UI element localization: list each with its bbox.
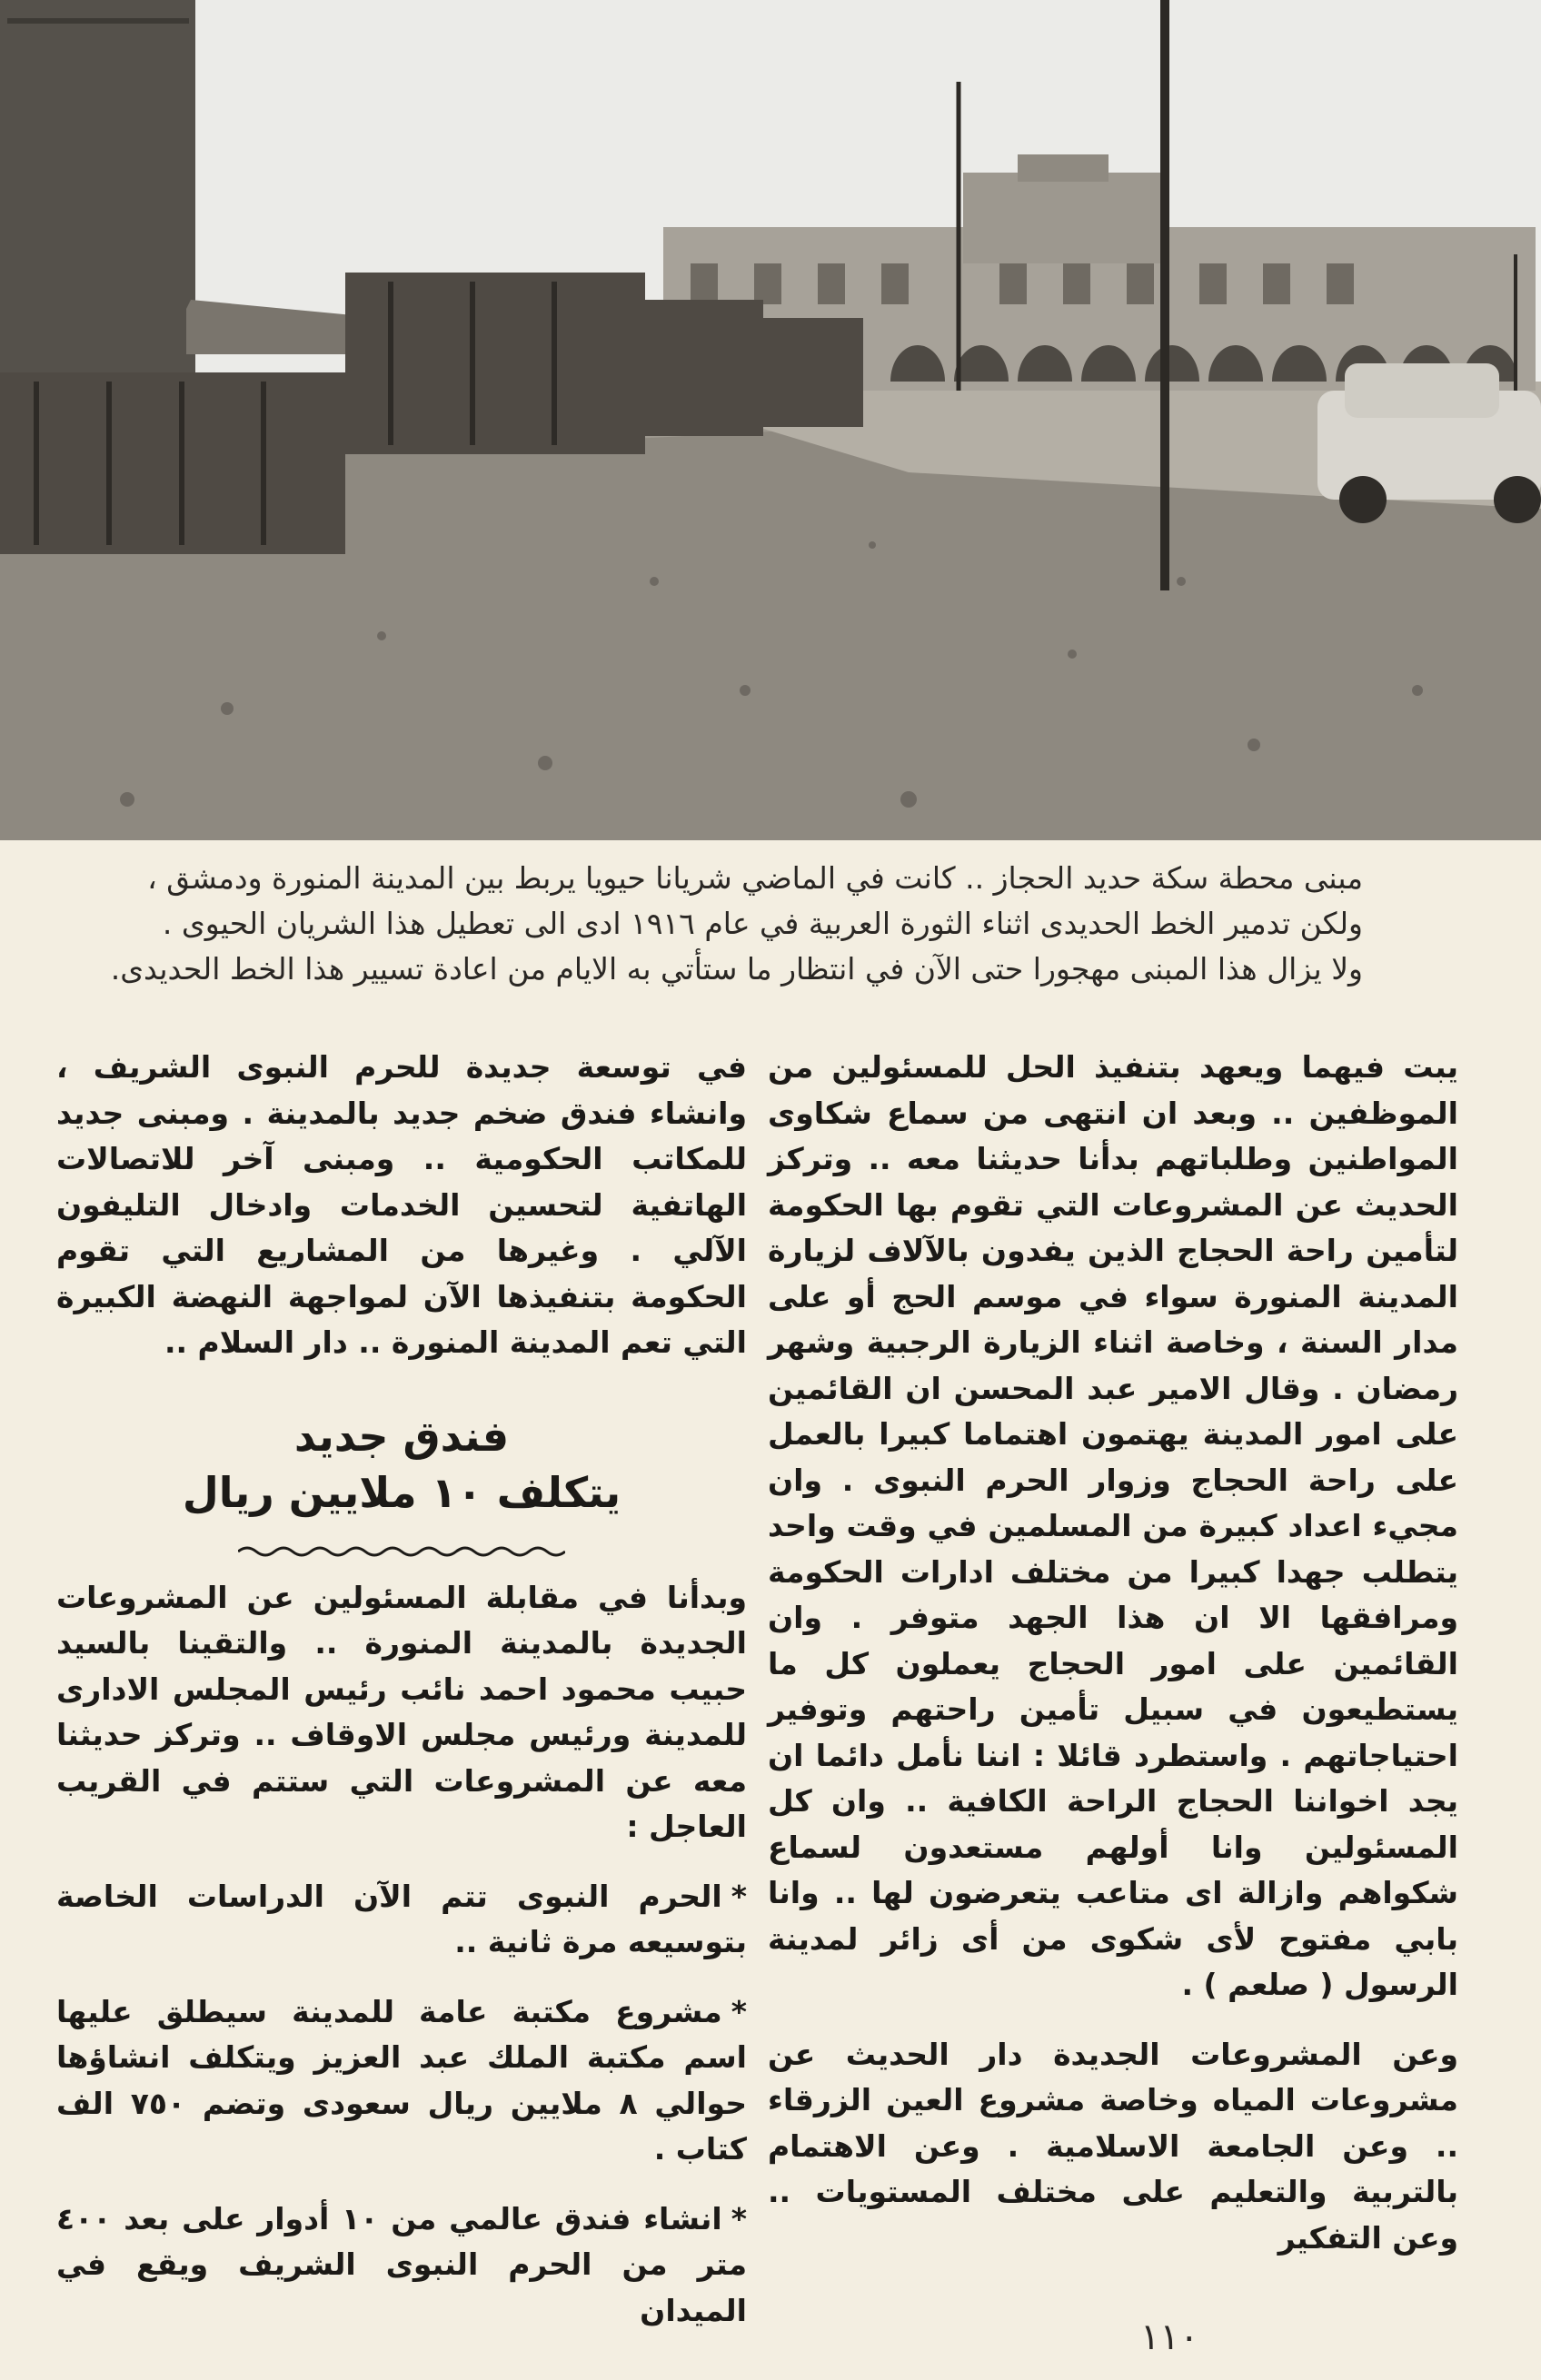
photo-caption [55, 856, 1363, 992]
list-item [56, 1989, 747, 2173]
asterisk-icon: * [731, 2200, 747, 2236]
section-headline [56, 1408, 747, 1521]
caption-line-2: ولكن تدمير الخط الحديدى اثناء الثورة العربية في عام ١٩١٦ ادى الى تعطيل هذا الشريان الحيوى . [162, 906, 1363, 941]
paragraph: يبت فيهما ويعهد بتنفيذ الحل للمسئولين من الموظفين .. وبعد ان انتهى من سماع شكاوى المواطنين وطلباتهم بدأنا حديثنا معه .. وتركز الحديث عن المشروعات التي تقوم بها الحكومة لتأمين راحة الحجاج الذين يفدون بالآلاف لزيارة المدينة المنورة سواء في موسم الحج أو على مدار السنة ، وخاصة اثناء الزيارة الرجبية وشهر رمضان . وقال الامير عبد المحسن ان القائمين على امور المدينة يهتمون اهتماما كبيرا بالعمل على راحة الحجاج وزوار الحرم النبوى . وان مجيء اعداد كبيرة من المسلمين في وقت واحد يتطلب جهدا كبيرا من مختلف ادارات الحكومة ومرافقها الا ان هذا الجهد متوفر . وان القائمين على امور الحجاج يعملون كل ما يستطيعون في سبيل تأمين راحتهم وتوفير احتياجاتهم . واستطرد قائلا : اننا نأمل دائما ان يجد اخواننا الحجاج الراحة الكافية .. وان كل المسئولين وانا أولهم مستعدون لسماع شكواهم وازالة اى متاعب يتعرضون لها .. وانا بابي مفتوح لأى شكوى من أى زائر لمدينة الرسول ( صلعم ) . [768, 1049, 1458, 2002]
list-item-text: مشروع مكتبة عامة للمدينة سيطلق عليها اسم مكتبة الملك عبد العزيز ويتكلف انشاؤها حوالي ٨ ملايين ريال سعودى وتضم ٧٥٠ الف كتاب . [56, 1993, 747, 2167]
headline-line-1: فندق جديد [293, 1411, 510, 1461]
decorative-divider [238, 1544, 565, 1559]
article-column-right [768, 1045, 1458, 2285]
caption-line-3: ولا يزال هذا المبنى مهجورا حتى الآن في انتظار ما ستأتي به الايام من اعادة تسيير هذا الخط الحديدى. [110, 951, 1363, 987]
paragraph: في توسعة جديدة للحرم النبوى الشريف ، وانشاء فندق ضخم جديد بالمدينة . ومبنى جديد للمكاتب الحكومية .. ومبنى آخر للاتصالات الهاتفية لتحسين الخدمات وادخال التليفون الآلي . وغيرها من المشاريع التي تقوم الحكومة بتنفيذها الآن لمواجهة النهضة الكبيرة التي تعم المدينة المنورة .. دار السلام .. [56, 1049, 747, 1360]
paragraph: وعن المشروعات الجديدة دار الحديث عن مشروعات المياه وخاصة مشروع العين الزرقاء .. وعن الجامعة الاسلامية . وعن الاهتمام بالتربية والتعليم على مختلف المستويات .. وعن التفكير [768, 2036, 1458, 2256]
article-column-left [56, 1045, 747, 2357]
list-item [56, 2197, 747, 2335]
station-photo [0, 0, 1541, 840]
list-item-text: انشاء فندق عالمي من ١٠ أدوار على بعد ٤٠٠ متر من الحرم النبوى الشريف ويقع في الميدان [56, 2200, 747, 2328]
headline-line-2: يتكلف ١٠ ملايين ريال [182, 1467, 621, 1517]
railway-station-photo [0, 0, 1541, 840]
asterisk-icon: * [731, 1878, 747, 1914]
paragraph: وبدأنا في مقابلة المسئولين عن المشروعات الجديدة بالمدينة المنورة .. والتقينا بالسيد حبيب محمود احمد نائب رئيس المجلس الادارى للمدينة ورئيس مجلس الاوقاف .. وتركز حديثنا معه عن المشروعات التي ستتم في القريب العاجل : [56, 1579, 747, 1844]
list-item [56, 1874, 747, 1966]
page-number: ١١٠ [1140, 2316, 1199, 2358]
list-item-text: الحرم النبوى تتم الآن الدراسات الخاصة بتوسيعه مرة ثانية .. [56, 1878, 747, 1959]
asterisk-icon: * [731, 1993, 747, 2029]
caption-line-1: مبنى محطة سكة حديد الحجاز .. كانت في الماضي شريانا حيويا يربط بين المدينة المنورة ودمشق ، [147, 860, 1363, 896]
